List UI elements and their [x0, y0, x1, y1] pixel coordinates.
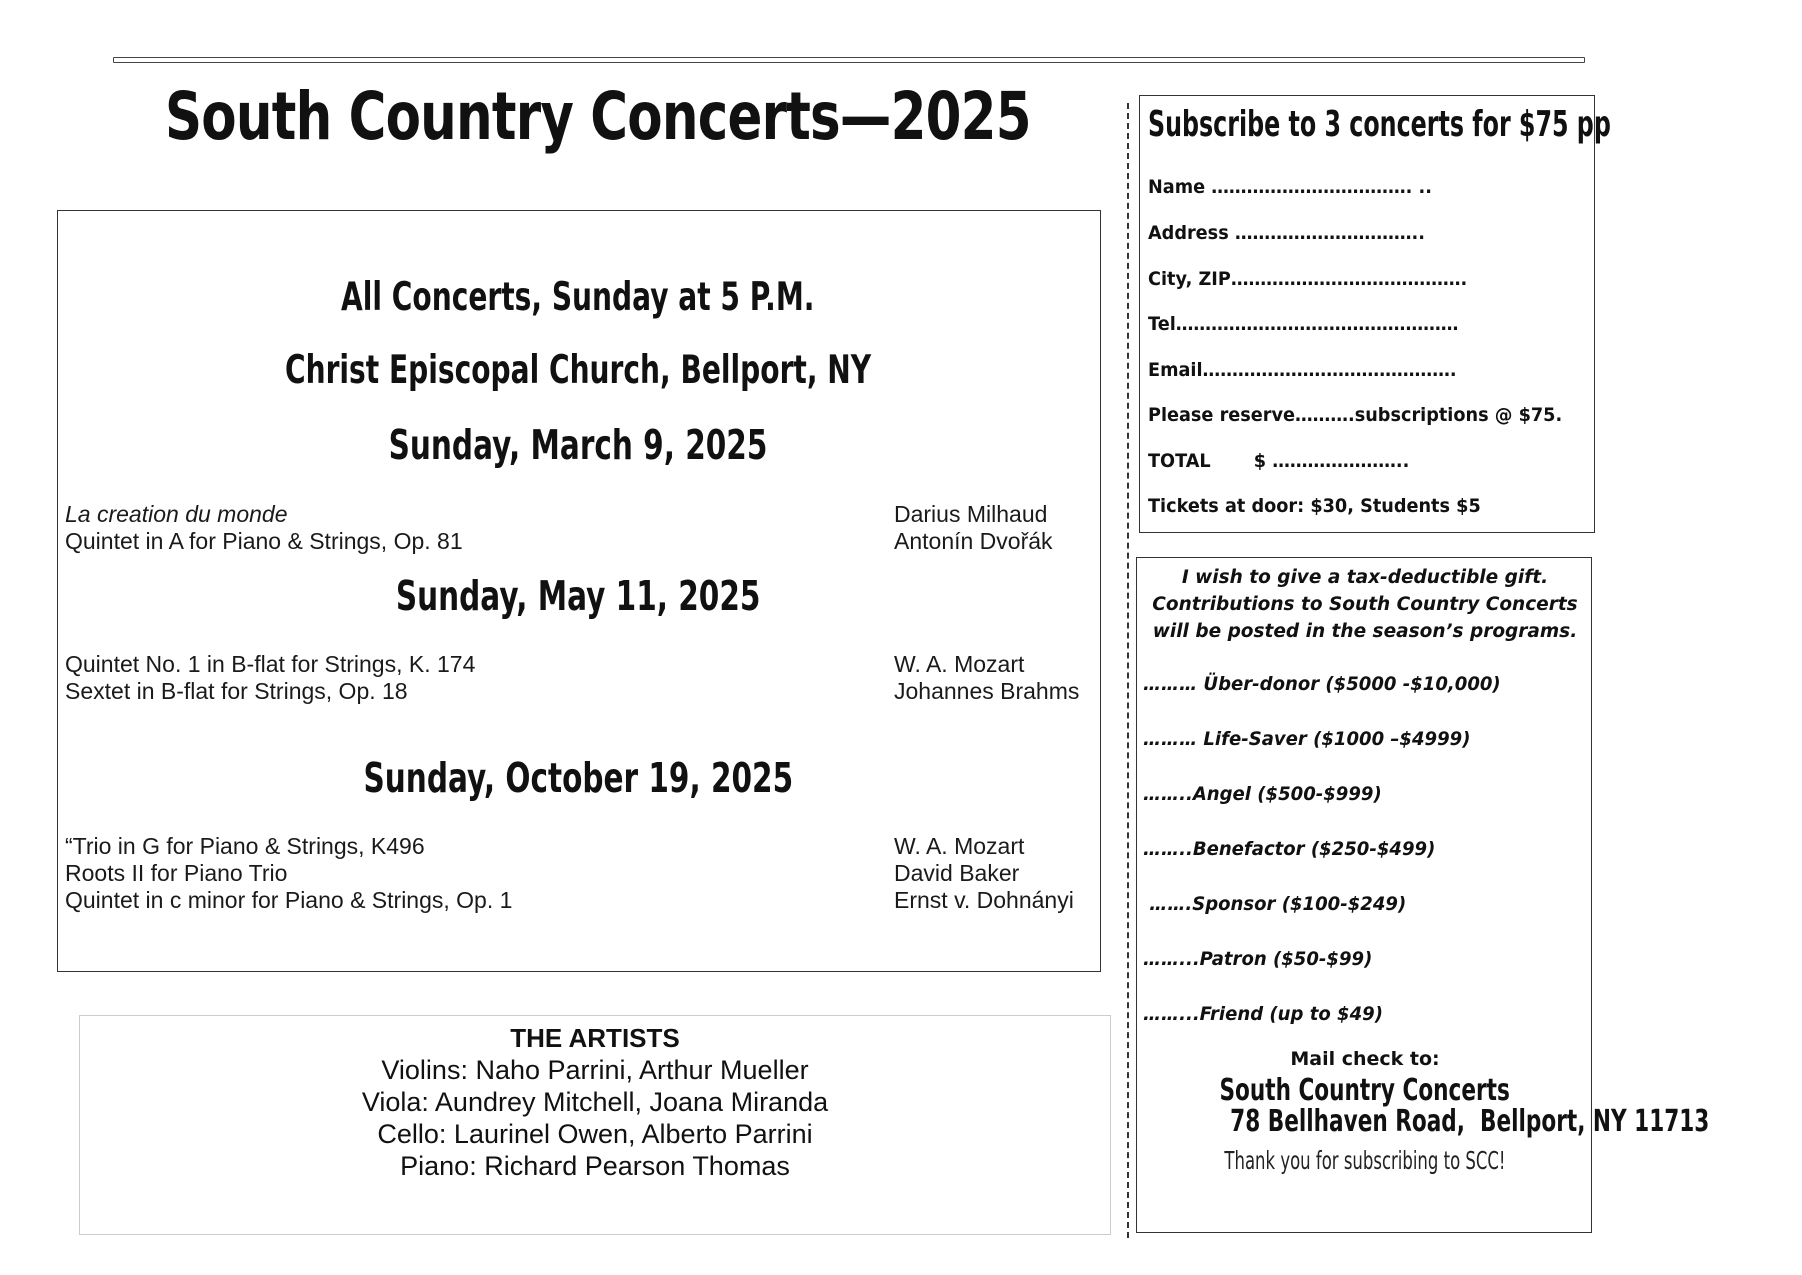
- composer-name: Ernst v. Dohnányi: [894, 887, 1074, 913]
- gift-intro-line: I wish to give a tax-deductible gift.: [1181, 567, 1549, 588]
- venue-heading: Christ Episcopal Church, Bellport, NY: [284, 348, 872, 393]
- reserve-quantity-field[interactable]: Please reserve……….subscriptions @ $75.: [1148, 404, 1563, 426]
- door-prices-text: Tickets at door: $30, Students $5: [1148, 495, 1481, 517]
- program-box: [57, 210, 1101, 972]
- concert-date-1: Sunday, March 9, 2025: [388, 421, 768, 469]
- gift-level-patron[interactable]: ……...Patron ($50-$99): [1143, 948, 1373, 970]
- all-concerts-heading: All Concerts, Sunday at 5 P.M.: [341, 275, 815, 320]
- gift-level-friend[interactable]: ……...Friend (up to $49): [1143, 1003, 1383, 1025]
- donation-form: [1136, 557, 1710, 1233]
- piece-title: Roots II for Piano Trio: [65, 860, 288, 886]
- composer-name: Antonín Dvořák: [894, 528, 1053, 554]
- piece-title: Quintet in A for Piano & Strings, Op. 81: [65, 528, 463, 554]
- composer-name: W. A. Mozart: [894, 833, 1025, 859]
- cut-line-divider: [1127, 103, 1129, 1238]
- subscription-form: [1139, 95, 1611, 533]
- concert-date-3: Sunday, October 19, 2025: [363, 754, 793, 802]
- piece-title: La creation du monde: [65, 501, 288, 527]
- gift-level-uber-donor[interactable]: ……… Über-donor ($5000 -$10,000): [1143, 673, 1501, 695]
- concert-date-2: Sunday, May 11, 2025: [395, 572, 761, 620]
- name-field[interactable]: Name ……………………………. ..: [1148, 176, 1432, 198]
- piece-title: “Trio in G for Piano & Strings, K496: [65, 833, 425, 859]
- gift-intro-line: will be posted in the season’s programs.: [1152, 621, 1578, 642]
- gift-intro-line: Contributions to South Country Concerts: [1152, 594, 1578, 615]
- mail-organization: South Country Concerts: [1219, 1073, 1511, 1108]
- mail-address: 78 Bellhaven Road, Bellport, NY 11713: [1230, 1104, 1710, 1139]
- artists-line: Violins: Naho Parrini, Arthur Mueller: [381, 1055, 809, 1085]
- top-rule: [113, 57, 1585, 63]
- mail-check-label: Mail check to:: [1290, 1048, 1440, 1070]
- artists-line: Cello: Laurinel Owen, Alberto Parrini: [377, 1119, 813, 1149]
- gift-level-angel[interactable]: ……..Angel ($500-$999): [1143, 783, 1382, 805]
- piece-title: Quintet No. 1 in B-flat for Strings, K. 174: [65, 651, 476, 677]
- city-zip-field[interactable]: City, ZIP………………………………….: [1148, 268, 1468, 290]
- address-field[interactable]: Address …………………………..: [1148, 222, 1425, 244]
- email-field[interactable]: Email…………………………………….: [1148, 359, 1457, 381]
- artists-heading: THE ARTISTS: [510, 1023, 680, 1053]
- gift-level-life-saver[interactable]: ……… Life-Saver ($1000 –$4999): [1143, 728, 1471, 750]
- composer-name: Johannes Brahms: [894, 678, 1080, 704]
- composer-name: Darius Milhaud: [894, 501, 1048, 527]
- page-title: South Country Concerts—2025: [165, 78, 1031, 155]
- gift-intro: [1137, 564, 1593, 645]
- piece-title: Quintet in c minor for Piano & Strings, Op. 1: [65, 887, 513, 913]
- total-field[interactable]: TOTAL $ …………………..: [1148, 450, 1410, 472]
- artists-line: Piano: Richard Pearson Thomas: [400, 1151, 790, 1181]
- subscription-title: Subscribe to 3 concerts for $75 pp: [1148, 104, 1611, 145]
- composer-name: W. A. Mozart: [894, 651, 1025, 677]
- composer-name: David Baker: [894, 860, 1020, 886]
- tel-field[interactable]: Tel…………………………………………: [1148, 313, 1459, 335]
- gift-level-benefactor[interactable]: ……..Benefactor ($250-$499): [1143, 838, 1436, 860]
- gift-level-sponsor[interactable]: …….Sponsor ($100-$249): [1143, 893, 1407, 915]
- thank-you-note: Thank you for subscribing to SCC!: [1224, 1146, 1506, 1175]
- artists-box: [79, 1015, 1111, 1235]
- artists-line: Viola: Aundrey Mitchell, Joana Miranda: [361, 1087, 829, 1117]
- piece-title: Sextet in B-flat for Strings, Op. 18: [65, 678, 408, 704]
